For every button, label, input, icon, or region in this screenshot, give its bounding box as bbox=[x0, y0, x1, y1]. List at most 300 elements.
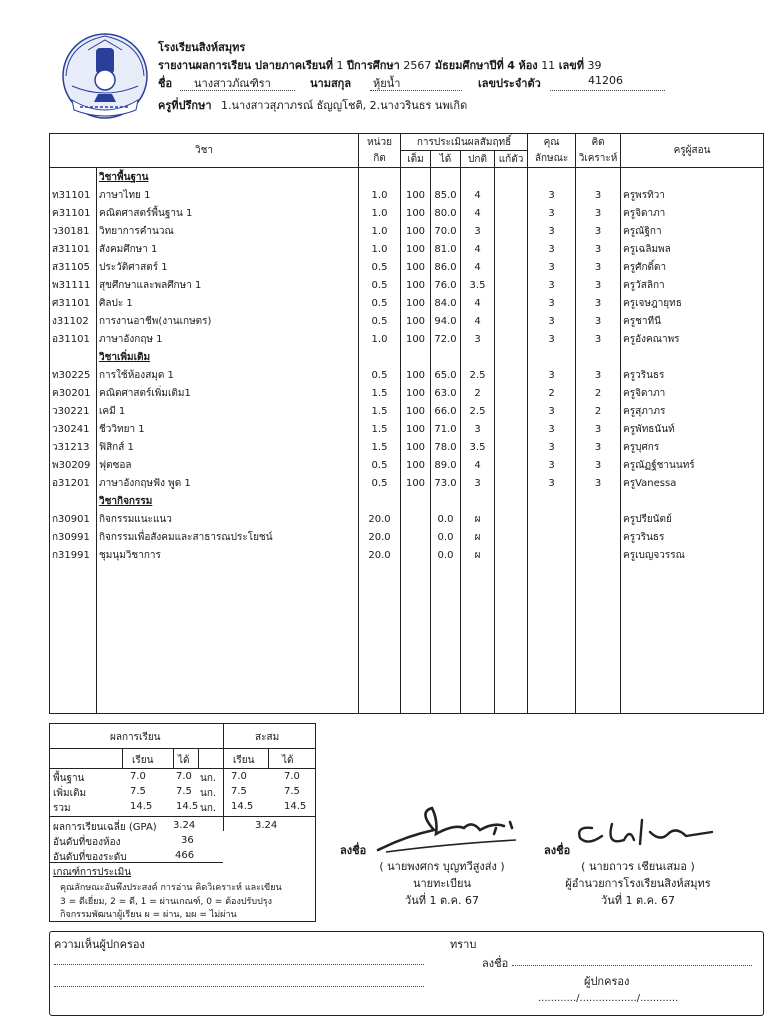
name-label: ชื่อ bbox=[158, 77, 173, 90]
subject-row bbox=[50, 510, 764, 528]
empty-cell bbox=[401, 564, 431, 714]
summary-col-study: เรียน bbox=[132, 755, 154, 766]
subject-think: 3 bbox=[576, 474, 621, 492]
subject-score: 0.0 bbox=[431, 546, 461, 564]
opinion-line-1[interactable] bbox=[54, 964, 424, 965]
summary-unit: นก. bbox=[200, 803, 217, 814]
empty-cell bbox=[359, 564, 401, 714]
subject-row bbox=[50, 420, 764, 438]
level-label: มัธยมศึกษาปีที่ bbox=[434, 59, 504, 72]
subject-full: 100 bbox=[401, 312, 431, 330]
subject-score: 89.0 bbox=[431, 456, 461, 474]
advisor-line bbox=[158, 96, 467, 114]
subject-think: 3 bbox=[576, 222, 621, 240]
subject-grade: ผ bbox=[461, 546, 495, 564]
parent-date-line[interactable]: ............/................../............ bbox=[538, 993, 679, 1004]
summary-label: รวม bbox=[53, 803, 71, 814]
grades-body bbox=[50, 168, 764, 714]
subject-think: 2 bbox=[576, 402, 621, 420]
subject-row bbox=[50, 528, 764, 546]
room-label: ห้อง bbox=[518, 59, 538, 72]
subject-row bbox=[50, 474, 764, 492]
subject-grade: 4 bbox=[461, 258, 495, 276]
empty-cell bbox=[359, 348, 401, 366]
header-got: ได้ bbox=[431, 151, 461, 168]
registrar-date: วันที่ 1 ต.ค. 67 bbox=[405, 894, 479, 907]
subject-think bbox=[576, 528, 621, 546]
registrar-title: นายทะเบียน bbox=[412, 877, 471, 890]
subject-code: ก30991 bbox=[50, 528, 97, 546]
year-label: ปีการศึกษา bbox=[347, 59, 400, 72]
summary-col-got: ได้ bbox=[178, 755, 190, 766]
empty-cell bbox=[576, 348, 621, 366]
subject-full: 100 bbox=[401, 474, 431, 492]
student-id-label: เลขประจำตัว bbox=[478, 77, 541, 90]
subject-grade: 3.5 bbox=[461, 276, 495, 294]
subject-credit: 1.5 bbox=[359, 384, 401, 402]
subject-row bbox=[50, 222, 764, 240]
subject-score: 0.0 bbox=[431, 510, 461, 528]
header-trait-2: ลักษณะ bbox=[528, 151, 576, 168]
rank-level-label: อันดับที่ของระดับ bbox=[53, 852, 127, 863]
subject-trait: 3 bbox=[528, 438, 576, 456]
category-label: วิชาเพิ่มเติม bbox=[97, 348, 359, 366]
subject-grade: 2.5 bbox=[461, 402, 495, 420]
subject-row bbox=[50, 546, 764, 564]
subject-score: 80.0 bbox=[431, 204, 461, 222]
subject-think: 3 bbox=[576, 438, 621, 456]
subject-credit: 0.5 bbox=[359, 366, 401, 384]
summary-label: เพิ่มเติม bbox=[53, 788, 87, 799]
subject-row bbox=[50, 276, 764, 294]
criteria-line-1: คุณลักษณะอันพึงประสงค์ การอ่าน คิดวิเคราะห์ และเขียน bbox=[60, 883, 282, 893]
subject-retake bbox=[495, 186, 528, 204]
subject-teacher: ครูเจษฎายุทธ bbox=[621, 294, 764, 312]
subject-credit: 0.5 bbox=[359, 276, 401, 294]
empty-cell bbox=[528, 168, 576, 187]
advisor-label: ครูที่ปรึกษา bbox=[158, 99, 212, 112]
gpa-cumulative-value: 3.24 bbox=[255, 820, 278, 831]
header-unit-1: หน่วย bbox=[359, 134, 401, 151]
subject-code: ท30225 bbox=[50, 366, 97, 384]
subject-think: 3 bbox=[576, 294, 621, 312]
empty-cell bbox=[431, 348, 461, 366]
criteria-title: เกณฑ์การประเมิน bbox=[53, 867, 132, 878]
advisor-names: 1.นางสาวสุภาภรณ์ ธัญญโชติ, 2.นางวรินธร นพเกิด bbox=[221, 99, 468, 112]
subject-retake bbox=[495, 204, 528, 222]
empty-cell bbox=[495, 564, 528, 714]
subject-teacher: ครูVanessa bbox=[621, 474, 764, 492]
subject-code: ว30221 bbox=[50, 402, 97, 420]
subject-grade: 3 bbox=[461, 474, 495, 492]
subject-trait: 3 bbox=[528, 240, 576, 258]
director-name: ( นายถาวร เชียนเสมอ ) bbox=[581, 860, 695, 873]
subject-think: 3 bbox=[576, 204, 621, 222]
parent-opinion-box bbox=[49, 931, 764, 1016]
subject-trait: 3 bbox=[528, 312, 576, 330]
subject-retake bbox=[495, 420, 528, 438]
summary-got: 7.0 bbox=[176, 771, 192, 782]
summary-box bbox=[49, 723, 316, 922]
student-surname-text: หุ้ยน้ำ bbox=[373, 77, 401, 90]
subject-trait bbox=[528, 510, 576, 528]
summary-label: พื้นฐาน bbox=[53, 773, 85, 784]
subject-credit: 1.0 bbox=[359, 330, 401, 348]
subject-row bbox=[50, 438, 764, 456]
subject-retake bbox=[495, 222, 528, 240]
subject-full: 100 bbox=[401, 438, 431, 456]
registrar-name: ( นายพงศกร บุญทวีสูงส่ง ) bbox=[379, 860, 505, 873]
summary-cum-study: 14.5 bbox=[231, 801, 254, 812]
subject-full: 100 bbox=[401, 294, 431, 312]
subject-trait: 3 bbox=[528, 402, 576, 420]
subject-retake bbox=[495, 276, 528, 294]
subject-trait: 3 bbox=[528, 294, 576, 312]
empty-cell bbox=[461, 168, 495, 187]
subject-think: 3 bbox=[576, 186, 621, 204]
subject-full bbox=[401, 510, 431, 528]
registrar-signature bbox=[376, 800, 526, 856]
subject-full: 100 bbox=[401, 456, 431, 474]
summary-cum-study: 7.5 bbox=[231, 786, 247, 797]
subject-score: 0.0 bbox=[431, 528, 461, 546]
subject-credit: 0.5 bbox=[359, 312, 401, 330]
subject-grade: 4 bbox=[461, 204, 495, 222]
empty-cell bbox=[576, 492, 621, 510]
subject-score: 70.0 bbox=[431, 222, 461, 240]
subject-grade: 4 bbox=[461, 312, 495, 330]
category-row bbox=[50, 348, 764, 366]
subject-think: 3 bbox=[576, 420, 621, 438]
empty-cell bbox=[431, 564, 461, 714]
header-normal: ปกติ bbox=[461, 151, 495, 168]
subject-full: 100 bbox=[401, 384, 431, 402]
opinion-line-2[interactable] bbox=[54, 986, 424, 987]
subject-code: ว30181 bbox=[50, 222, 97, 240]
subject-retake bbox=[495, 330, 528, 348]
subject-teacher: ครูพัทธนันท์ bbox=[621, 420, 764, 438]
empty-cell bbox=[50, 348, 97, 366]
summary-got: 14.5 bbox=[176, 801, 199, 812]
subject-think: 3 bbox=[576, 276, 621, 294]
subject-full bbox=[401, 528, 431, 546]
subject-name: เคมี 1 bbox=[97, 402, 359, 420]
subject-row bbox=[50, 294, 764, 312]
director-sign-label: ลงชื่อ bbox=[544, 844, 571, 857]
subject-trait: 3 bbox=[528, 456, 576, 474]
subject-score: 73.0 bbox=[431, 474, 461, 492]
parent-signature-line[interactable] bbox=[512, 965, 752, 966]
subject-name: ชุมนุมวิชาการ bbox=[97, 546, 359, 564]
summary-study: 7.0 bbox=[130, 771, 146, 782]
summary-col-cum-study: เรียน bbox=[233, 755, 255, 766]
empty-cell bbox=[401, 348, 431, 366]
subject-think: 3 bbox=[576, 330, 621, 348]
header-trait-1: คุณ bbox=[528, 134, 576, 151]
subject-name: ฟุตซอล bbox=[97, 456, 359, 474]
guardian-label: ผู้ปกครอง bbox=[584, 975, 630, 988]
subject-credit: 1.0 bbox=[359, 222, 401, 240]
school-emblem-icon bbox=[58, 30, 152, 120]
rank-room-label: อันดับที่ของห้อง bbox=[53, 837, 121, 848]
subject-credit: 0.5 bbox=[359, 474, 401, 492]
subject-name: ภาษาอังกฤษฟัง พูด 1 bbox=[97, 474, 359, 492]
subject-code: ว30241 bbox=[50, 420, 97, 438]
parent-opinion-label: ความเห็นผู้ปกครอง bbox=[54, 938, 145, 951]
subject-code: ง31102 bbox=[50, 312, 97, 330]
subject-name: คณิตศาสตร์พื้นฐาน 1 bbox=[97, 204, 359, 222]
subject-think: 3 bbox=[576, 312, 621, 330]
subject-retake bbox=[495, 528, 528, 546]
subject-grade: 3.5 bbox=[461, 438, 495, 456]
summary-cum-got: 14.5 bbox=[284, 801, 307, 812]
summary-cum-got: 7.0 bbox=[284, 771, 300, 782]
subject-row bbox=[50, 186, 764, 204]
subject-teacher: ครูจิดาภา bbox=[621, 384, 764, 402]
level-value: 4 bbox=[507, 59, 515, 72]
subject-retake bbox=[495, 312, 528, 330]
category-label: วิชาพื้นฐาน bbox=[97, 168, 359, 187]
subject-row bbox=[50, 204, 764, 222]
subject-code: ค30201 bbox=[50, 384, 97, 402]
subject-row bbox=[50, 312, 764, 330]
subject-teacher: ครูวัสลิกา bbox=[621, 276, 764, 294]
student-surname bbox=[370, 74, 462, 91]
subject-row bbox=[50, 366, 764, 384]
subject-name: สุขศึกษาและพลศึกษา 1 bbox=[97, 276, 359, 294]
subject-code: ก31991 bbox=[50, 546, 97, 564]
subject-full bbox=[401, 546, 431, 564]
number-value: 39 bbox=[587, 59, 602, 72]
empty-cell bbox=[401, 168, 431, 187]
subject-think: 3 bbox=[576, 456, 621, 474]
empty-cell bbox=[528, 564, 576, 714]
subject-full: 100 bbox=[401, 204, 431, 222]
subject-teacher: ครูอังคณาพร bbox=[621, 330, 764, 348]
subject-code: พ30209 bbox=[50, 456, 97, 474]
subject-credit: 1.0 bbox=[359, 186, 401, 204]
subject-name: กิจกรรมเพื่อสังคมและสาธารณประโยชน์ bbox=[97, 528, 359, 546]
subject-trait: 3 bbox=[528, 186, 576, 204]
subject-score: 81.0 bbox=[431, 240, 461, 258]
empty-cell bbox=[431, 492, 461, 510]
subject-retake bbox=[495, 456, 528, 474]
subject-score: 71.0 bbox=[431, 420, 461, 438]
summary-col-cum-got: ได้ bbox=[282, 755, 294, 766]
empty-cell bbox=[359, 168, 401, 187]
subject-think bbox=[576, 510, 621, 528]
empty-cell bbox=[621, 168, 764, 187]
criteria-line-3: กิจกรรมพัฒนาผู้เรียน ผ = ผ่าน, มผ = ไม่ผ่าน bbox=[60, 910, 237, 920]
subject-credit: 0.5 bbox=[359, 258, 401, 276]
subject-score: 72.0 bbox=[431, 330, 461, 348]
subject-code: อ31201 bbox=[50, 474, 97, 492]
subject-code: ศ31101 bbox=[50, 294, 97, 312]
gpa-value: 3.24 bbox=[173, 820, 196, 831]
subject-credit: 1.0 bbox=[359, 240, 401, 258]
subject-teacher: ครูชาทีนี bbox=[621, 312, 764, 330]
rank-level-value: 466 bbox=[175, 850, 195, 861]
subject-name: คณิตศาสตร์เพิ่มเติม1 bbox=[97, 384, 359, 402]
subject-teacher: ครูณัฏฐ์ชานนทร์ bbox=[621, 456, 764, 474]
subject-credit: 20.0 bbox=[359, 510, 401, 528]
subject-score: 63.0 bbox=[431, 384, 461, 402]
subject-name: วิทยาการคำนวณ bbox=[97, 222, 359, 240]
subject-retake bbox=[495, 294, 528, 312]
gpa-label: ผลการเรียนเฉลี่ย (GPA) bbox=[53, 822, 157, 833]
subject-full: 100 bbox=[401, 240, 431, 258]
subject-code: พ31111 bbox=[50, 276, 97, 294]
empty-cell bbox=[97, 564, 359, 714]
surname-label: นามสกุล bbox=[310, 77, 352, 90]
subject-full: 100 bbox=[401, 402, 431, 420]
header-subject: วิชา bbox=[50, 134, 359, 168]
subject-trait bbox=[528, 528, 576, 546]
empty-cell bbox=[461, 492, 495, 510]
subject-name: ภาษาอังกฤษ 1 bbox=[97, 330, 359, 348]
subject-full: 100 bbox=[401, 366, 431, 384]
subject-full: 100 bbox=[401, 420, 431, 438]
rank-room-value: 36 bbox=[181, 835, 194, 846]
subject-grade: 3 bbox=[461, 420, 495, 438]
subject-credit: 0.5 bbox=[359, 294, 401, 312]
subject-code: ค31101 bbox=[50, 204, 97, 222]
subject-row bbox=[50, 384, 764, 402]
director-date: วันที่ 1 ต.ค. 67 bbox=[601, 894, 675, 907]
subject-think: 2 bbox=[576, 384, 621, 402]
header-teacher: ครูผู้สอน bbox=[621, 134, 764, 168]
subject-teacher: ครูพรทิวา bbox=[621, 186, 764, 204]
filler-row bbox=[50, 564, 764, 714]
subject-trait bbox=[528, 546, 576, 564]
subject-teacher: ครูจิดาภา bbox=[621, 204, 764, 222]
subject-trait: 3 bbox=[528, 276, 576, 294]
empty-cell bbox=[50, 492, 97, 510]
summary-unit: นก. bbox=[200, 773, 217, 784]
header-full: เต็ม bbox=[401, 151, 431, 168]
subject-trait: 3 bbox=[528, 330, 576, 348]
subject-full: 100 bbox=[401, 222, 431, 240]
subject-teacher: ครูวรินธร bbox=[621, 366, 764, 384]
subject-grade: 4 bbox=[461, 240, 495, 258]
subject-teacher: ครูศักดิ์ดา bbox=[621, 258, 764, 276]
summary-unit: นก. bbox=[200, 788, 217, 799]
subject-grade: 2.5 bbox=[461, 366, 495, 384]
subject-code: ส31101 bbox=[50, 240, 97, 258]
director-title: ผู้อำนวยการโรงเรียนสิงห์สมุทร bbox=[565, 877, 711, 890]
subject-credit: 1.0 bbox=[359, 204, 401, 222]
acknowledge-label: ทราบ bbox=[450, 938, 477, 951]
subject-grade: 4 bbox=[461, 294, 495, 312]
school-name: โรงเรียนสิงห์สมุทร bbox=[158, 41, 246, 54]
subject-retake bbox=[495, 546, 528, 564]
header-unit-2: กิต bbox=[359, 151, 401, 168]
header-think-1: คิด bbox=[576, 134, 621, 151]
subject-name: ฟิสิกส์ 1 bbox=[97, 438, 359, 456]
summary-header-cumulative: สะสม bbox=[255, 732, 280, 743]
subject-trait: 3 bbox=[528, 474, 576, 492]
subject-retake bbox=[495, 438, 528, 456]
empty-cell bbox=[528, 492, 576, 510]
subject-name: กิจกรรมแนะแนว bbox=[97, 510, 359, 528]
subject-grade: 4 bbox=[461, 456, 495, 474]
empty-cell bbox=[359, 492, 401, 510]
semester-value: 1 bbox=[336, 59, 344, 72]
subject-teacher: ครูบุศกร bbox=[621, 438, 764, 456]
subject-retake bbox=[495, 510, 528, 528]
subject-grade: ผ bbox=[461, 528, 495, 546]
subject-credit: 0.5 bbox=[359, 456, 401, 474]
subject-think: 3 bbox=[576, 240, 621, 258]
subject-grade: 4 bbox=[461, 186, 495, 204]
subject-credit: 1.5 bbox=[359, 420, 401, 438]
subject-code: ส31105 bbox=[50, 258, 97, 276]
subject-trait: 3 bbox=[528, 420, 576, 438]
subject-row bbox=[50, 456, 764, 474]
subject-teacher: ครูวรินธร bbox=[621, 528, 764, 546]
subject-code: ว31213 bbox=[50, 438, 97, 456]
subject-trait: 2 bbox=[528, 384, 576, 402]
empty-cell bbox=[431, 168, 461, 187]
subject-trait: 3 bbox=[528, 222, 576, 240]
student-id bbox=[550, 74, 665, 91]
empty-cell bbox=[401, 492, 431, 510]
subject-full: 100 bbox=[401, 276, 431, 294]
empty-cell bbox=[621, 348, 764, 366]
subject-full: 100 bbox=[401, 186, 431, 204]
category-label: วิชากิจกรรม bbox=[97, 492, 359, 510]
student-name-text: นางสาวภัณฑิรา bbox=[194, 77, 271, 90]
subject-teacher: ครูสุภาภร bbox=[621, 402, 764, 420]
subject-teacher: ครูเบญจวรรณ bbox=[621, 546, 764, 564]
subject-retake bbox=[495, 402, 528, 420]
empty-cell bbox=[461, 348, 495, 366]
header-retake: แก้ตัว bbox=[495, 151, 528, 168]
subject-full: 100 bbox=[401, 330, 431, 348]
subject-row bbox=[50, 258, 764, 276]
subject-code: อ31101 bbox=[50, 330, 97, 348]
number-label: เลขที่ bbox=[558, 59, 584, 72]
subject-full: 100 bbox=[401, 258, 431, 276]
subject-code: ท31101 bbox=[50, 186, 97, 204]
director-signature bbox=[572, 810, 722, 854]
grades-table bbox=[49, 133, 764, 714]
subject-score: 66.0 bbox=[431, 402, 461, 420]
subject-score: 94.0 bbox=[431, 312, 461, 330]
subject-name: สังคมศึกษา 1 bbox=[97, 240, 359, 258]
subject-teacher: ครูเฉลิมพล bbox=[621, 240, 764, 258]
category-row bbox=[50, 168, 764, 187]
registrar-sign-label: ลงชื่อ bbox=[340, 844, 367, 857]
subject-name: การงานอาชีพ(งานเกษตร) bbox=[97, 312, 359, 330]
subject-teacher: ครูณัฐิกา bbox=[621, 222, 764, 240]
subject-credit: 1.5 bbox=[359, 402, 401, 420]
subject-score: 76.0 bbox=[431, 276, 461, 294]
summary-cum-study: 7.0 bbox=[231, 771, 247, 782]
empty-cell bbox=[621, 492, 764, 510]
subject-think: 3 bbox=[576, 366, 621, 384]
summary-cum-got: 7.5 bbox=[284, 786, 300, 797]
subject-code: ก30901 bbox=[50, 510, 97, 528]
summary-study: 14.5 bbox=[130, 801, 153, 812]
subject-name: การใช้ห้องสมุด 1 bbox=[97, 366, 359, 384]
subject-name: ศิลปะ 1 bbox=[97, 294, 359, 312]
subject-score: 86.0 bbox=[431, 258, 461, 276]
subject-score: 84.0 bbox=[431, 294, 461, 312]
subject-retake bbox=[495, 240, 528, 258]
subject-row bbox=[50, 240, 764, 258]
subject-grade: 3 bbox=[461, 222, 495, 240]
